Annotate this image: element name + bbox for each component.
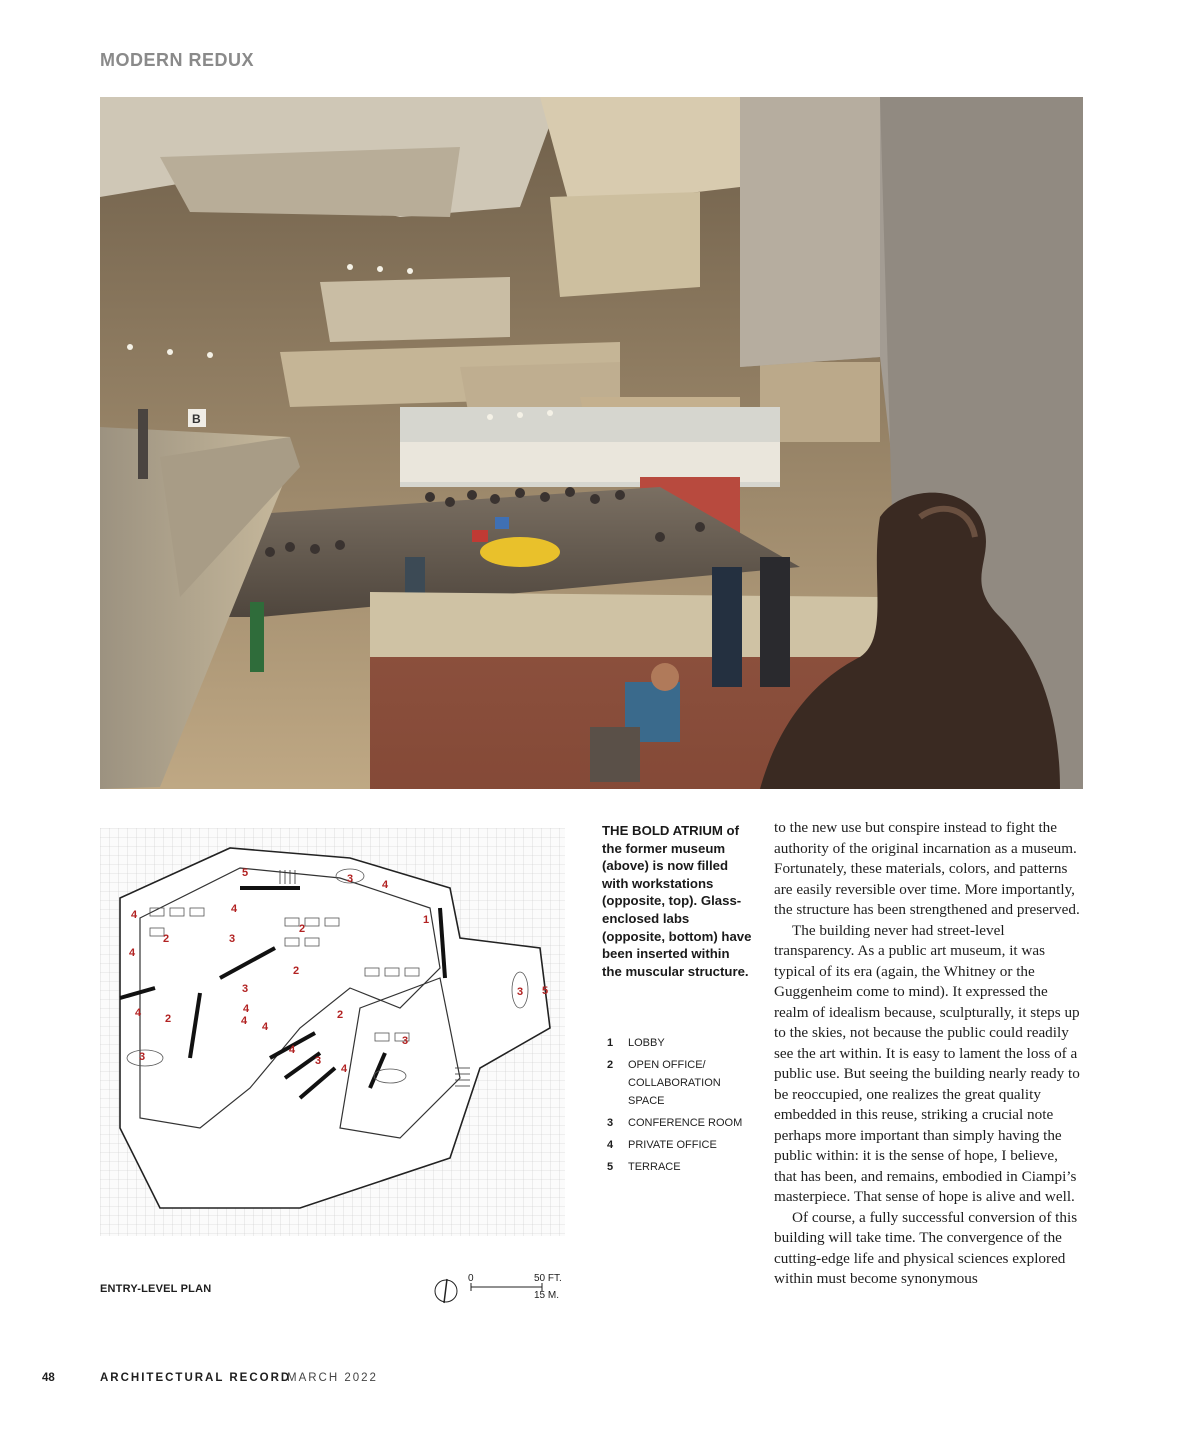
legend-label: PRIVATE OFFICE (628, 1139, 717, 1151)
tag-open-office: 2 (336, 1009, 344, 1021)
article-body (774, 818, 1084, 1290)
tag-conference: 3 (241, 983, 249, 995)
legend-number: 5 (607, 1161, 614, 1173)
photo-caption (602, 822, 752, 980)
tag-conference: 3 (314, 1055, 322, 1067)
tag-conference: 3 (138, 1051, 146, 1063)
legend-number: 4 (607, 1139, 614, 1151)
tag-open-office: 2 (164, 1013, 172, 1025)
tag-private-office: 4 (128, 947, 136, 959)
tag-lobby: 1 (422, 914, 430, 926)
legend-item (607, 1056, 757, 1110)
page-number: 48 (42, 1372, 55, 1384)
tag-private-office: 4 (242, 1003, 250, 1015)
atrium-photo (100, 97, 1083, 789)
scale-meters: 15 M. (534, 1290, 560, 1301)
plan-legend (607, 1034, 757, 1180)
body-paragraph-3: Of course, a fully successful conversion of this building will take time. The convergence of the cutting-edge life and physical sciences explored within must become synonymous (774, 1208, 1078, 1287)
tag-private-office: 4 (261, 1021, 269, 1033)
issue-date: MARCH 2022 (287, 1372, 378, 1384)
plan-label: ENTRY-LEVEL PLAN (100, 1283, 212, 1295)
scale-zero: 0 (468, 1273, 474, 1284)
tag-private-office: 4 (340, 1063, 348, 1075)
legend-label: OPEN OFFICE/ COLLABORATION SPACE (628, 1059, 721, 1107)
tag-conference: 3 (346, 873, 354, 885)
tag-private-office: 4 (381, 879, 389, 891)
sign-letter: B (192, 412, 201, 426)
tag-conference: 3 (228, 933, 236, 945)
north-arrow-icon (433, 1276, 459, 1306)
tag-open-office: 2 (162, 933, 170, 945)
caption-lead: THE BOLD ATRIUM (602, 823, 723, 838)
legend-item (607, 1114, 757, 1132)
tag-private-office: 4 (230, 903, 238, 915)
legend-label: LOBBY (628, 1037, 665, 1049)
legend-number: 1 (607, 1037, 614, 1049)
body-paragraph-2: The building never had street-level transparency. As a public art museum, it was typical of its era (again, the Whitney or the Guggenheim come to mind). It expressed the realm of idealism because, sculpturally, it steps up to the skies, not because the public could readily see the art within. It is easy to lament the loss of a public use. But seeing the building nearly ready to be reoccupied, one realizes the great quality embedded in this reuse, striking a crucial note perhaps more important than simply having the public within: it is the sense of hope, I believe, that has been, and remains, embodied in Ciampi’s masterpiece. That sense of hope is alive and well. (774, 921, 1080, 1205)
magazine-name: ARCHITECTURAL RECORD (100, 1372, 292, 1384)
section-label: MODERN REDUX (100, 50, 255, 70)
legend-label: CONFERENCE ROOM (628, 1117, 743, 1129)
caption-text: of the former museum (above) is now filled with workstations (opposite, top). Glass-enclosed labs (opposite, bottom) have been inserted within the muscular structure. (602, 823, 752, 979)
body-paragraph-1: to the new use but conspire instead to fight the authority of the original incarnation as a museum. Fortunately, these materials, colors, and patterns are easily reversible over time. More importantly, the structure has been strengthened and preserved. (774, 819, 1080, 918)
legend-label: TERRACE (628, 1161, 681, 1173)
tag-open-office: 2 (292, 965, 300, 977)
tag-conference: 3 (516, 986, 524, 998)
legend-number: 2 (607, 1059, 614, 1071)
tag-private-office: 4 (240, 1015, 248, 1027)
floor-plan (100, 828, 565, 1236)
legend-item (607, 1136, 757, 1154)
tag-conference: 3 (401, 1035, 409, 1047)
legend-item (607, 1034, 757, 1052)
legend-item (607, 1158, 757, 1176)
tag-open-office: 2 (298, 923, 306, 935)
legend-number: 3 (607, 1117, 614, 1129)
tag-private-office: 4 (288, 1044, 296, 1056)
tag-terrace: 5 (241, 867, 249, 879)
tag-private-office: 4 (134, 1007, 142, 1019)
scale-bar (462, 1273, 572, 1303)
tag-terrace: 5 (541, 985, 549, 997)
tag-private-office: 4 (130, 909, 138, 921)
scale-feet: 50 FT. (534, 1273, 562, 1284)
